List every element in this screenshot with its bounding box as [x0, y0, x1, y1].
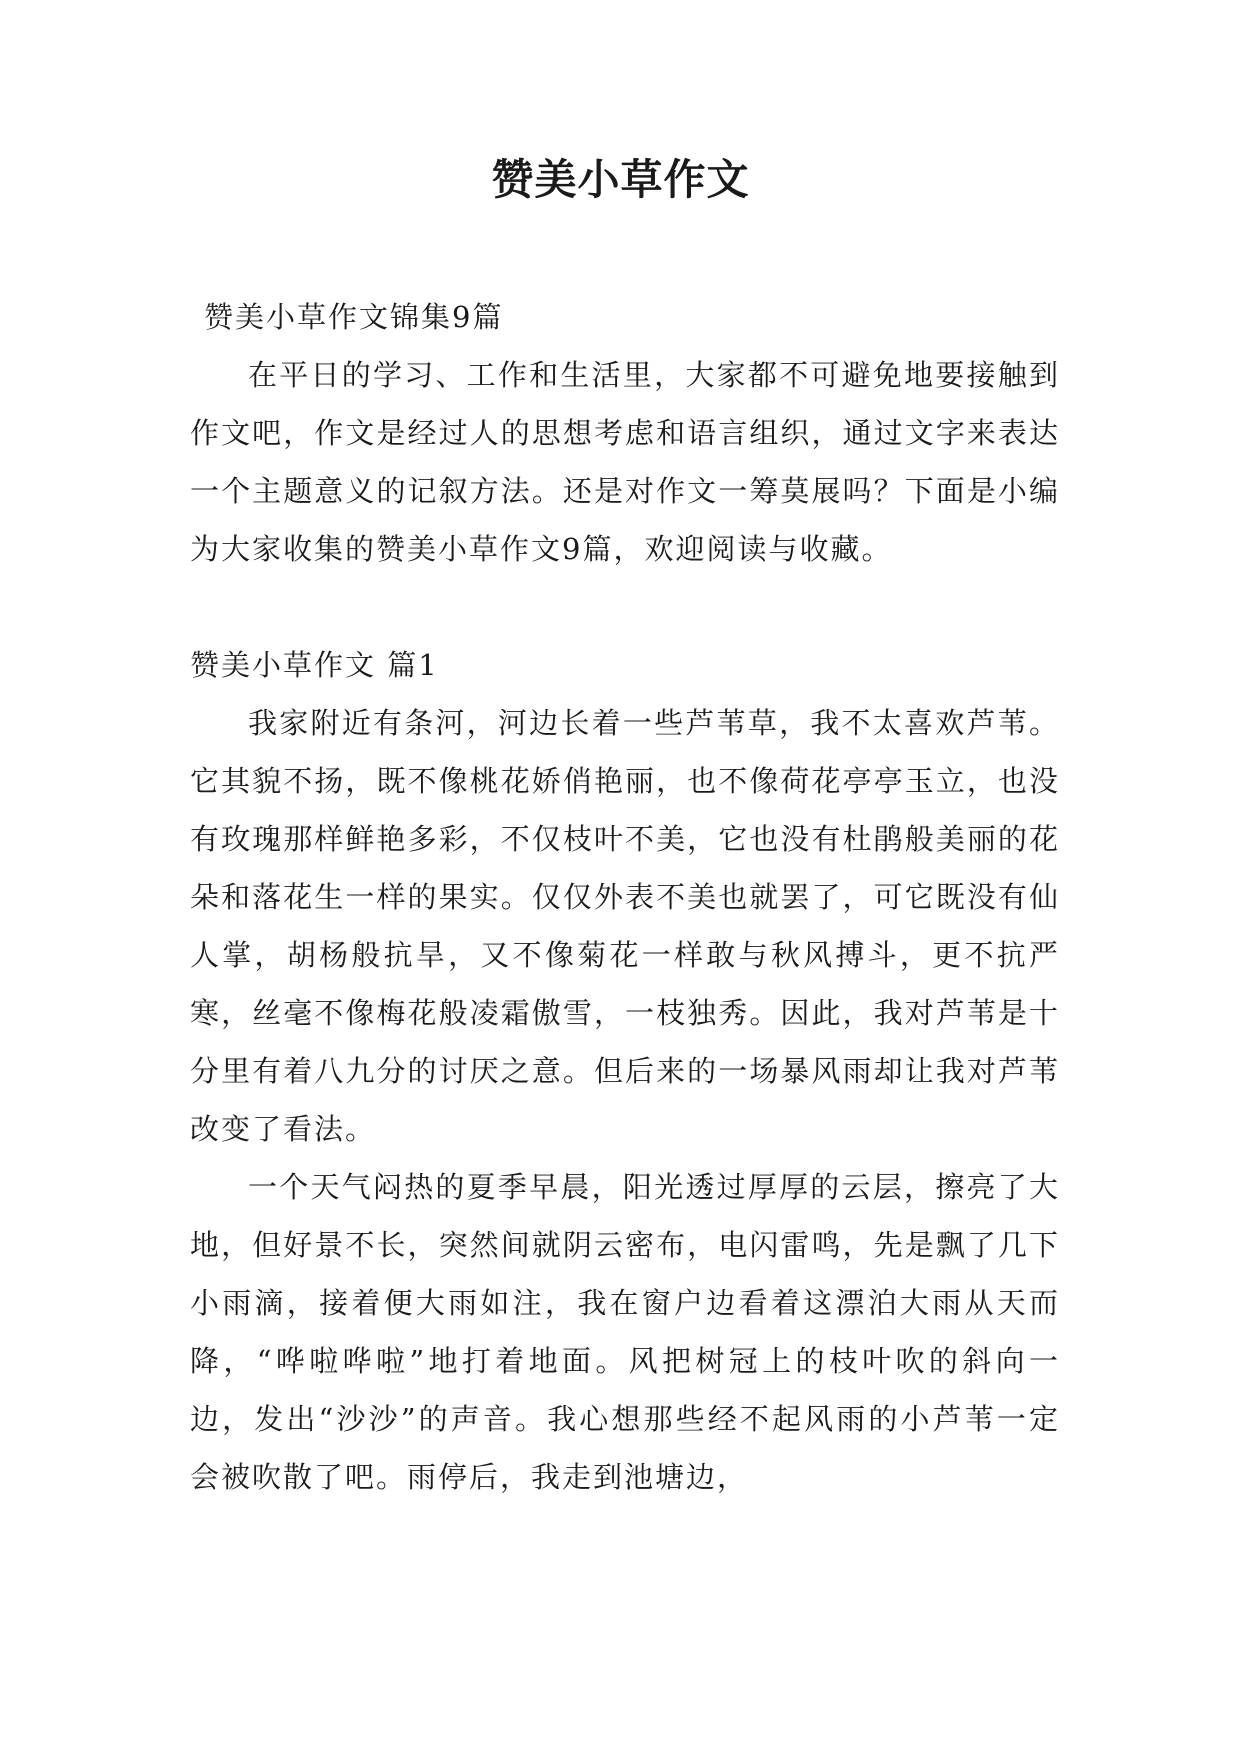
document-subtitle: 赞美小草作文锦集9篇 — [204, 300, 504, 334]
body-paragraph: 一个天气闷热的夏季早晨，阳光透过厚厚的云层，擦亮了大地，但好景不长，突然间就阴云密布，电闪雷鸣，先是飘了几下小雨滴，接着便大雨如注，我在窗户边看着这漂泊大雨从天而降，“哗啦哗啦”地打着地面。风把树冠上的枝叶吹的斜向一边，发出“沙沙”的声音。我心想那些经不起风雨的小芦苇一定会被吹散了吧。雨停后，我走到池塘边， — [190, 1170, 1060, 1494]
intro-paragraph: 在平日的学习、工作和生活里，大家都不可避免地要接触到作文吧，作文是经过人的思想考虑和语言组织，通过文字来表达一个主题意义的记叙方法。还是对作文一筹莫展吗？下面是小编为大家收集的赞美小草作文9篇，欢迎阅读与收藏。 — [190, 358, 1060, 566]
section-heading: 赞美小草作文 篇1 — [190, 648, 439, 682]
document-body — [190, 288, 1060, 1506]
document-title: 赞美小草作文 — [491, 155, 750, 204]
body-paragraph: 我家附近有条河，河边长着一些芦苇草，我不太喜欢芦苇。它其貌不扬，既不像桃花娇俏艳丽，也不像荷花亭亭玉立，也没有玫瑰那样鲜艳多彩，不仅枝叶不美，它也没有杜鹃般美丽的花朵和落花生一样的果实。仅仅外表不美也就罢了，可它既没有仙人掌，胡杨般抗旱，又不像菊花一样敢与秋风搏斗，更不抗严寒，丝毫不像梅花般凌霜傲雪，一枝独秀。因此，我对芦苇是十分里有着八九分的讨厌之意。但后来的一场暴风雨却让我对芦苇改变了看法。 — [190, 706, 1060, 1146]
